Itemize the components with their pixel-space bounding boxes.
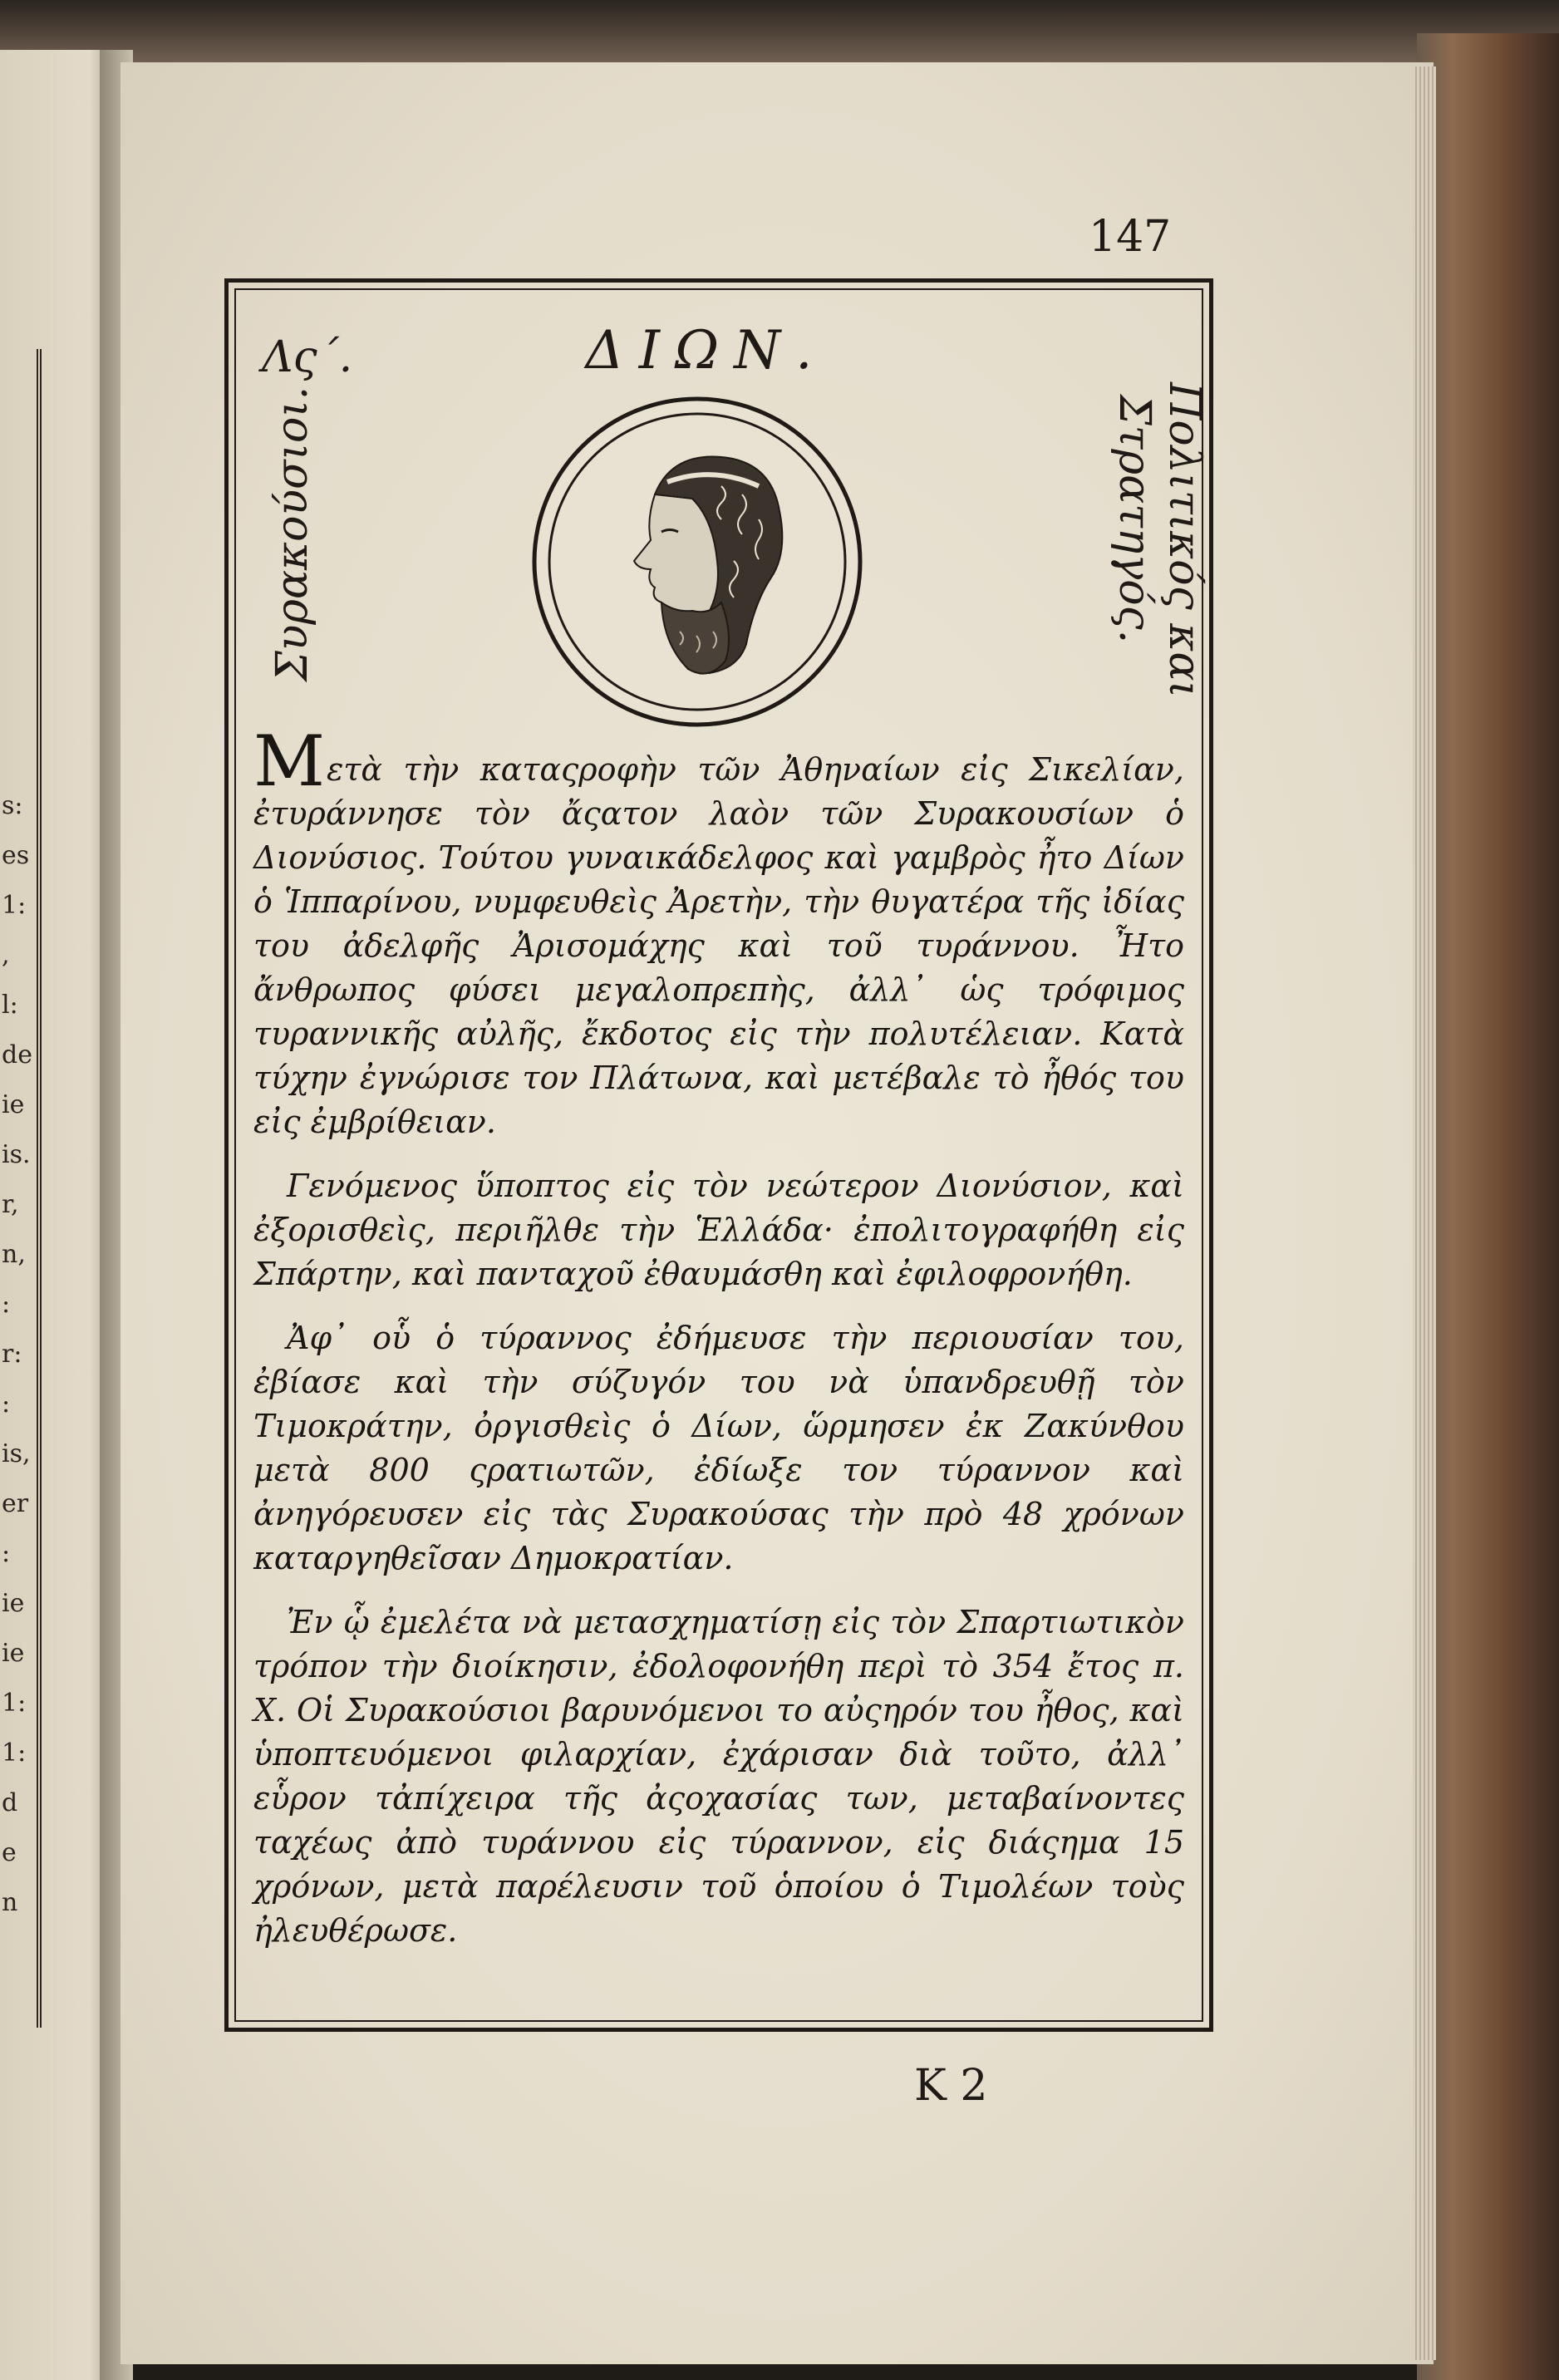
paragraph-2: Γενόμενος ὕποπτος εἰς τὸν νεώτερον Διονύσιον, καὶ ἐξορισθεὶς, περιῆλθε τὴν Ἑλλάδα· ἐπολιτογραφήθη εἰς Σπάρτην, καὶ πανταχοῦ ἐθαυμάσθη καὶ ἐφιλοφρονήθη. (253, 1168, 1184, 1292)
body-text (253, 720, 1184, 1973)
section-number: Λς΄. (262, 332, 353, 382)
page-number: 147 (1089, 212, 1172, 262)
page-title: ΔΙΩΝ. (585, 320, 828, 381)
book-binding-right (1417, 33, 1559, 2380)
left-page (0, 50, 112, 2380)
page-edges (1413, 66, 1436, 2360)
paragraph-1 (253, 720, 1184, 1144)
side-label-left-text: Συρακούσιοι. (268, 386, 317, 681)
side-label-left (268, 386, 317, 681)
side-label-right (1109, 382, 1217, 698)
dropcap: Μ (253, 720, 326, 802)
side-label-right-line1: Πολιτικός και (1159, 382, 1209, 698)
left-page-text-fragments: s: es 1: , l: de ie is. r, n, : r: : is, er : ie ie 1: 1: d e n (2, 791, 32, 1917)
side-label-right-line2: Στρατηγός. (1109, 395, 1159, 644)
paragraph-1-text: ετὰ τὴν καταςροφὴν τῶν Ἀθηναίων εἰς Σικελίαν, ἐτυράννησε τὸν ἄςατον λαὸν τῶν Συρακουσίων ὁ Διονύσιος. Τούτου γυναικάδελφος καὶ γαμβρὸς ἦτο Δίων ὁ Ἱππαρίνου, νυμφευθεὶς Ἀρετὴν, τὴν θυγατέρα τῆς ἰδίας του ἀδελφῆς Ἀρισομάχης καὶ τοῦ τυράννου. Ἦτο ἄνθρωπος φύσει μεγαλοπρεπὴς, ἀλλ᾽ ὡς τρόφιμος τυραννικῆς αὐλῆς, ἔκδοτος εἰς τὴν πολυτέλειαν. Κατὰ τύχην ἐγνώρισε τον Πλάτωνα, καὶ μετέβαλε τὸ ἦθός του εἰς ἐμβρίθειαν. (253, 751, 1184, 1140)
portrait-medallion (530, 395, 864, 729)
paragraph-4: Ἐν ᾧ ἐμελέτα νὰ μετασχηματίσῃ εἰς τὸν Σπαρτιωτικὸν τρόπον τὴν διοίκησιν, ἐδολοφονήθη περὶ τὸ 354 ἔτος π. Χ. Οἱ Συρακούσιοι βαρυνόμενοι το αὐςηρόν του ἦθος, καὶ ὑποπτευόμενοι φιλαρχίαν, ἐχάρισαν διὰ τοῦτο, ἀλλ᾽ εὗρον τἀπίχειρα τῆς ἀςοχασίας των, μεταβαίνοντες ταχέως ἀπὸ τυράννου εἰς τύραννον, εἰς διάςημα 15 χρόνων, μετὰ παρέλευσιν τοῦ ὁποίου ὁ Τιμολέων τοὺς ἠλευθέρωσε. (253, 1604, 1184, 1949)
signature-mark: K 2 (914, 2061, 988, 2111)
paragraph-3: Ἀφ᾽ οὗ ὁ τύραννος ἐδήμευσε τὴν περιουσίαν του, ἐβίασε καὶ τὴν σύζυγόν του νὰ ὑπανδρευθῇ τὸν Τιμοκράτην, ὀργισθεὶς ὁ Δίων, ὥρμησεν ἐκ Ζακύνθου μετὰ 800 ςρατιωτῶν, ἐδίωξε τον τύραννον καὶ ἀνηγόρευσεν εἰς τὰς Συρακούσας τὴν πρὸ 48 χρόνων καταργηθεῖσαν Δημοκρατίαν. (253, 1320, 1184, 1576)
